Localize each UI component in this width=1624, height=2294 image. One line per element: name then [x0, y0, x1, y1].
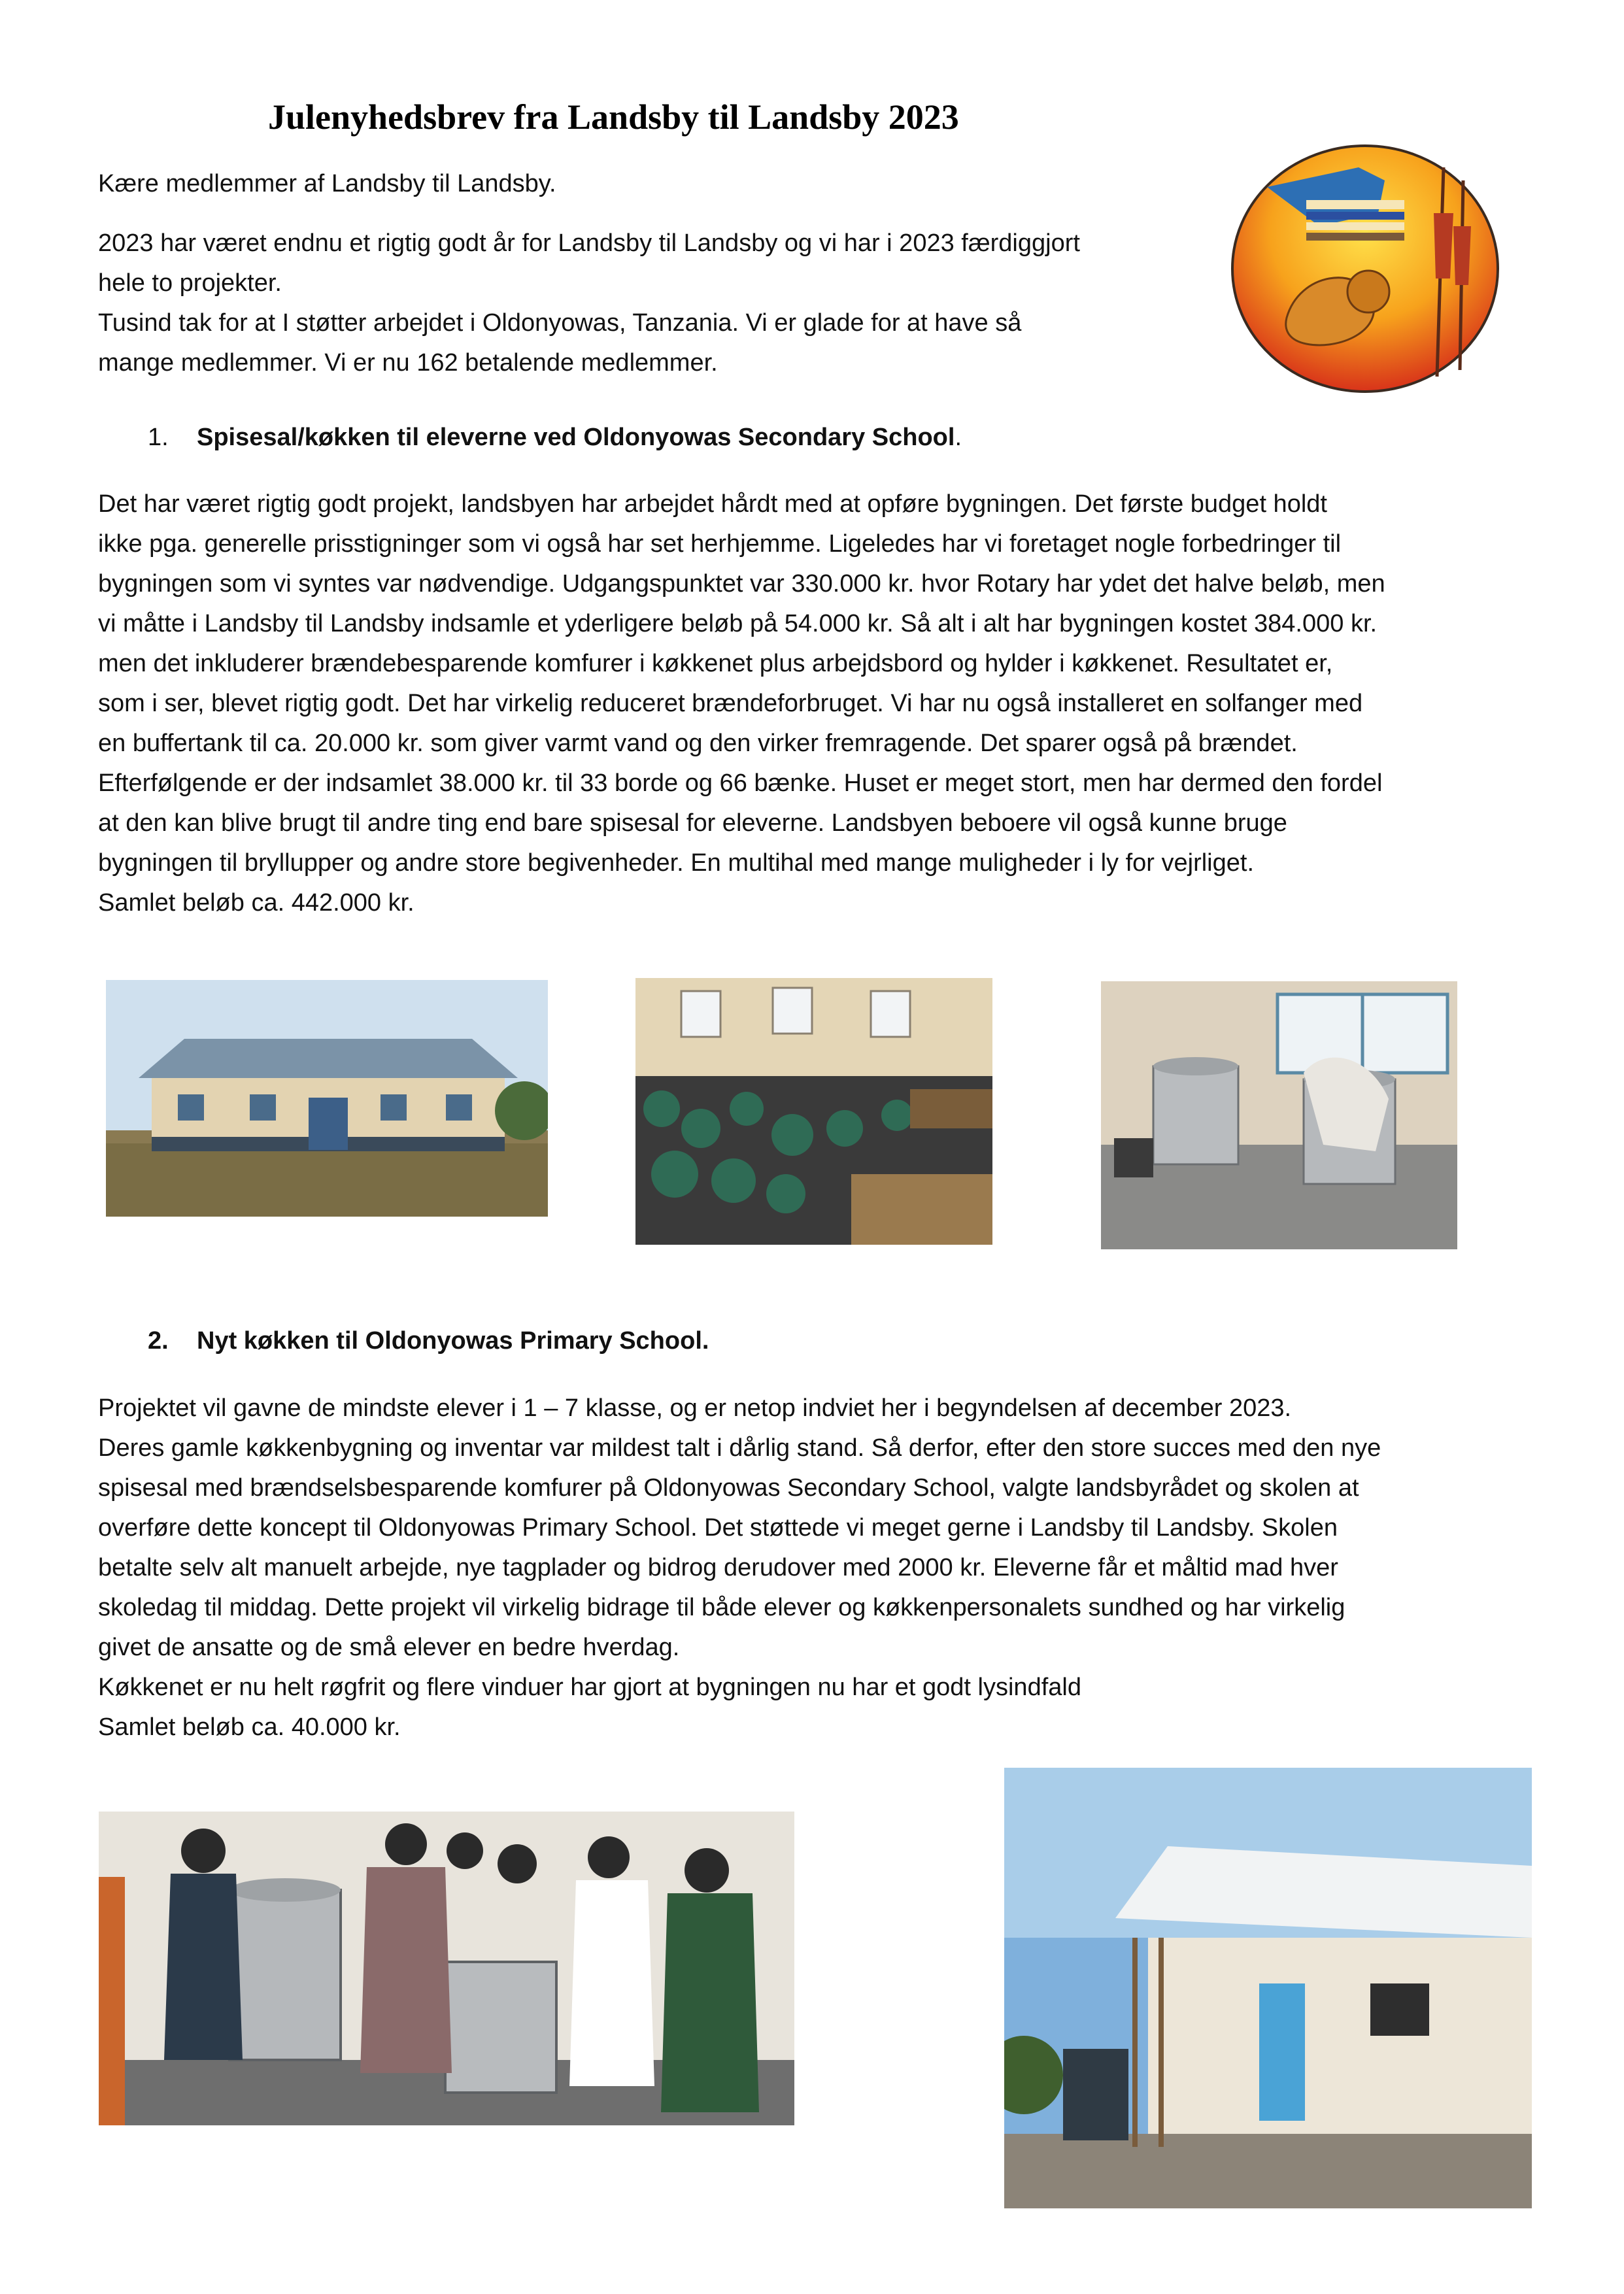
section1-line: som i ser, blevet rigtig godt. Det har virkelig reduceret brændeforbruget. Vi har nu også installeret en solfanger med [98, 690, 1363, 717]
section2-line: Samlet beløb ca. 40.000 kr. [98, 1713, 401, 1741]
section1-body [98, 484, 1602, 923]
section2-line: Køkkenet er nu helt røgfrit og flere vinduer har gjort at bygningen nu har et godt lysindfald [98, 1674, 1081, 1701]
section2-line: overføre dette koncept til Oldonyowas Primary School. Det støttede vi meget gerne i Landsby til Landsby. Skolen [98, 1514, 1338, 1542]
section2-title: Nyt køkken til Oldonyowas Primary School. [197, 1327, 709, 1355]
section1-line: en buffertank til ca. 20.000 kr. som giver varmt vand og den virker fremragende. Det sparer også på brændet. [98, 730, 1298, 757]
greeting: Kære medlemmer af Landsby til Landsby. [98, 170, 556, 197]
section2-number: 2. [148, 1327, 169, 1355]
section1-line: Samlet beløb ca. 442.000 kr. [98, 889, 414, 917]
intro-line: 2023 har været endnu et rigtig godt år for Landsby til Landsby og vi har i 2023 færdiggjort [98, 229, 1080, 257]
section2-line: spisesal med brændselsbesparende komfurer på Oldonyowas Secondary School, valgte landsbyrådet og skolen at [98, 1474, 1359, 1502]
section1-line: Det har været rigtig godt projekt, landsbyen har arbejdet hårdt med at opføre bygningen. Det første budget holdt [98, 490, 1327, 518]
page-title: Julenyhedsbrev fra Landsby til Landsby 2023 [268, 97, 959, 137]
section1-line: at den kan blive brugt til andre ting end bare spisesal for eleverne. Landsbyen beboere vil også kunne bruge [98, 809, 1287, 837]
section1-heading [148, 424, 962, 452]
organization-logo [1228, 141, 1502, 396]
greeting-block [98, 164, 1210, 204]
kitchen-stoves-photo [1101, 981, 1457, 1249]
primary-school-kitchen-building-photo [1004, 1768, 1532, 2208]
section1-line: bygningen som vi syntes var nødvendige. Udgangspunktet var 330.000 kr. hvor Rotary har ydet det halve beløb, men [98, 570, 1385, 598]
students-in-dining-hall-photo [635, 978, 992, 1245]
section1-number: 1. [148, 424, 169, 451]
section2-body [98, 1389, 1602, 1747]
section1-title: Spisesal/køkken til eleverne ved Oldonyowas Secondary School [197, 424, 955, 451]
section1-line: men det inkluderer brændebesparende komfurer i køkkenet plus arbejdsbord og hylder i køkkenet. Resultatet er, [98, 650, 1333, 677]
section1-line: vi måtte i Landsby til Landsby indsamle et yderligere beløb på 54.000 kr. Så alt i alt har bygningen kostet 384.000 kr. [98, 610, 1378, 637]
section2-line: Deres gamle køkkenbygning og inventar var mildest talt i dårlig stand. Så derfor, efter den store succes med den nye [98, 1434, 1381, 1462]
kitchen-staff-group-photo [99, 1812, 794, 2125]
section2-line: Projektet vil gavne de mindste elever i 1 – 7 klasse, og er netop indviet her i begyndelsen af december 2023. [98, 1394, 1292, 1422]
intro-paragraph [98, 224, 1249, 383]
section1-line: bygningen til bryllupper og andre store begivenheder. En multihal med mange muligheder i ly for vejrliget. [98, 849, 1255, 877]
intro-line: mange medlemmer. Vi er nu 162 betalende medlemmer. [98, 349, 718, 377]
section2-line: givet de ansatte og de små elever en bedre hverdag. [98, 1634, 680, 1661]
section2-heading [148, 1327, 709, 1355]
intro-line: hele to projekter. [98, 269, 282, 297]
section2-line: skoledag til middag. Dette projekt vil virkelig bidrage til både elever og køkkenpersonalets sundhed og har virkelig [98, 1594, 1345, 1621]
section2-line: betalte selv alt manuelt arbejde, nye tagplader og bidrog derudover med 2000 kr. Eleverne får et måltid mad hver [98, 1554, 1338, 1581]
section1-line: ikke pga. generelle prisstigninger som vi også har set herhjemme. Ligeledes har vi foretaget nogle forbedringer til [98, 530, 1342, 558]
section1-title-end: . [955, 424, 962, 451]
section1-line: Efterfølgende er der indsamlet 38.000 kr. til 33 borde og 66 bænke. Huset er meget stort, men har dermed den fordel [98, 769, 1383, 797]
intro-line: Tusind tak for at I støtter arbejdet i Oldonyowas, Tanzania. Vi er glade for at have så [98, 309, 1022, 337]
dining-hall-building-photo [106, 980, 548, 1217]
